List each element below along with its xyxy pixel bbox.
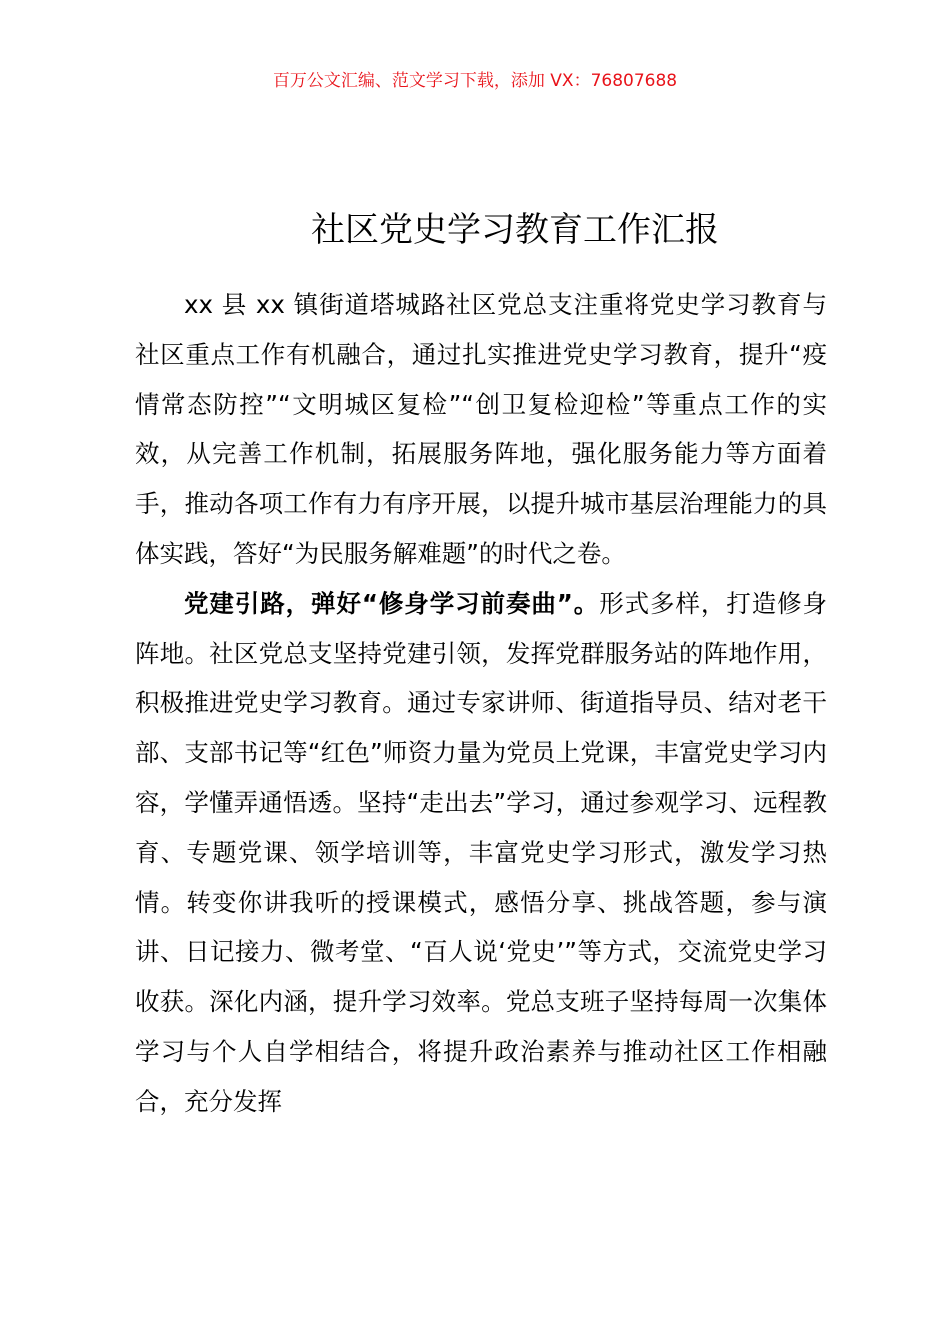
document-title: 社区党史学习教育工作汇报 [311,209,719,250]
paragraph-lead-heading: 党建引路，弹好“修身学习前奏曲”。 [184,588,600,618]
header-download-note: 百万公文汇编、范文学习下载，添加 VX：76807688 [272,71,678,91]
document-body [135,280,827,1127]
paragraph-intro: xx 县 xx 镇街道塔城路社区党总支注重将党史学习教育与社区重点工作有机融合，通过扎实推进党史学习教育，提升“疫情常态防控”“文明城区复检”“创卫复检迎检”等重点工作的实效，从完善工作机制，拓展服务阵地，强化服务能力等方面着手，推动各项工作有力有序开展，以提升城市基层治理能力的具体实践，答好“为民服务解难题”的时代之卷。 [135,290,827,568]
paragraph-party-building [135,579,827,1127]
paragraph-party-building-body: 形式多样，打造修身阵地。社区党总支坚持党建引领，发挥党群服务站的阵地作用，积极推进党史学习教育。通过专家讲师、街道指导员、结对老干部、支部书记等“红色”师资力量为党员上党课，丰富党史学习内容，学懂弄通悟透。坚持“走出去”学习，通过参观学习、远程教育、专题党课、领学培训等，丰富党史学习形式，激发学习热情。转变你讲我听的授课模式，感悟分享、挑战答题，参与演讲、日记接力、微考堂、“百人说‘党史’”等方式，交流党史学习收获。深化内涵，提升学习效率。党总支班子坚持每周一次集体学习与个人自学相结合，将提升政治素养与推动社区工作相融合，充分发挥 [135,588,828,1116]
